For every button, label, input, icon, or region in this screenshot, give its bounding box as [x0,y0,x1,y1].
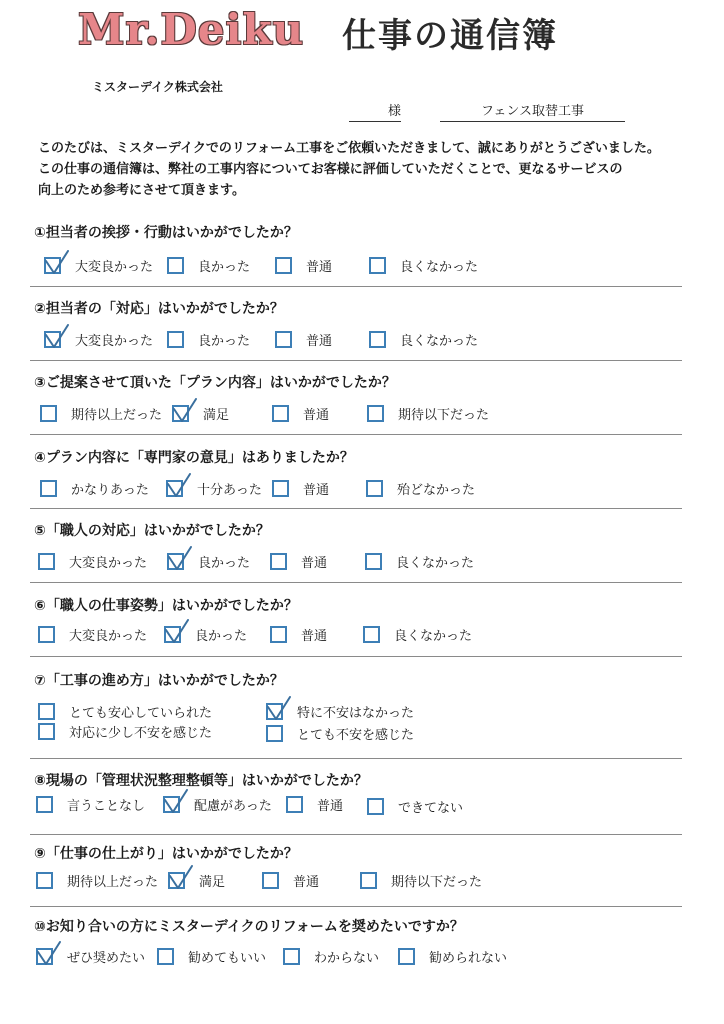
checkbox[interactable] [40,405,57,422]
checkbox[interactable] [262,872,279,889]
section-divider [30,508,682,509]
checkmark-icon [264,695,294,725]
question-7-label: ⑦「工事の進め方」はいかがでしたか？ [34,673,284,689]
checkbox[interactable] [275,331,292,348]
question-2-option-2[interactable] [167,330,250,349]
option-label: 普通 [303,483,330,498]
checkbox[interactable] [398,948,415,965]
checkbox[interactable] [366,480,383,497]
question-3-label: ③ご提案させて頂いた「プラン内容」はいかがでしたか？ [34,375,396,391]
question-2-option-3[interactable] [275,330,332,349]
option-label: 満足 [199,875,226,890]
question-7-option-4[interactable] [266,724,414,743]
question-10-option-2[interactable] [157,947,266,966]
checkbox[interactable] [369,331,386,348]
option-label: 大変良かった [75,334,154,349]
option-label: 良かった [198,556,251,571]
question-8-option-4[interactable] [367,797,463,816]
option-label: 大変良かった [69,629,148,644]
question-4-option-1[interactable] [40,479,149,498]
question-10-option-4[interactable] [398,947,507,966]
option-label: 言うことなし [67,799,146,814]
customer-name-field [349,100,401,122]
option-label: 普通 [293,875,320,890]
checkbox[interactable] [44,257,61,274]
checkmark-icon [166,864,196,894]
intro-text [38,138,678,201]
checkbox[interactable] [38,626,55,643]
option-label: 良くなかった [396,556,475,571]
question-3-option-4[interactable] [367,404,489,423]
checkmark-icon [34,940,64,970]
checkbox[interactable] [266,725,283,742]
checkmark-icon [42,323,72,353]
option-label: 十分あった [197,483,262,498]
option-label: 勧めてもいい [188,951,267,966]
checkbox[interactable] [157,948,174,965]
checkbox[interactable] [266,703,283,720]
checkbox[interactable] [166,480,183,497]
option-label: 良かった [198,334,251,349]
checkbox[interactable] [167,331,184,348]
question-9-option-3[interactable] [262,871,319,890]
checkmark-icon [162,618,192,648]
question-6-option-4[interactable] [363,625,472,644]
section-divider [30,360,682,361]
option-label: 良かった [198,260,251,275]
question-9-label: ⑨「仕事の仕上がり」はいかがでしたか？ [34,846,298,862]
option-label: 普通 [301,556,328,571]
option-label: 満足 [203,408,230,423]
option-label: 良かった [195,629,248,644]
question-3-option-3[interactable] [272,404,329,423]
question-8-label: ⑧現場の「管理状況整理整頓等」はいかがでしたか？ [34,773,368,789]
checkbox[interactable] [168,872,185,889]
question-4-option-4[interactable] [366,479,475,498]
checkbox[interactable] [167,257,184,274]
checkbox[interactable] [172,405,189,422]
checkbox[interactable] [36,796,53,813]
document-title: 仕事の通信簿 [342,16,558,56]
section-divider [30,906,682,907]
question-8-option-1[interactable] [36,795,145,814]
option-label: 期待以下だった [398,408,490,423]
customer-suffix: 様 [387,104,401,119]
checkbox[interactable] [272,480,289,497]
option-label: 期待以上だった [71,408,163,423]
question-10-option-3[interactable] [283,947,379,966]
work-name: フェンス取替工事 [481,104,584,119]
option-label: できてない [398,801,464,816]
checkbox[interactable] [369,257,386,274]
question-9-option-4[interactable] [360,871,482,890]
checkbox[interactable] [167,553,184,570]
option-label: 良くなかった [394,629,473,644]
checkbox[interactable] [38,723,55,740]
section-divider [30,656,682,657]
question-10-label: ⑩お知り合いの方にミスターデイクのリフォームを奨めたいですか？ [34,919,464,935]
company-logo: Mr.Deiku [78,5,305,54]
question-8-option-3[interactable] [286,795,343,814]
question-5-option-4[interactable] [365,552,474,571]
question-2-label: ②担当者の「対応」はいかがでしたか？ [34,301,284,317]
option-label: 大変良かった [75,260,154,275]
question-9-option-1[interactable] [36,871,158,890]
question-4-option-2[interactable] [166,479,262,498]
option-label: とても安心していられた [69,706,213,721]
option-label: 期待以下だった [391,875,483,890]
question-4-option-3[interactable] [272,479,329,498]
checkmark-icon [42,249,72,279]
question-4-label: ④プラン内容に「専門家の意見」はありましたか？ [34,450,354,466]
option-label: 普通 [301,629,328,644]
option-label: 普通 [306,334,333,349]
section-divider [30,834,682,835]
company-name: ミスターデイク株式会社 [92,80,223,94]
question-5-option-2[interactable] [167,552,250,571]
question-1-option-1[interactable] [44,256,153,275]
checkbox[interactable] [272,405,289,422]
option-label: とても不安を感じた [297,728,415,743]
question-8-option-2[interactable] [163,795,272,814]
checkmark-icon [170,397,200,427]
checkmark-icon [165,545,195,575]
checkbox[interactable] [360,872,377,889]
checkbox[interactable] [270,553,287,570]
checkbox[interactable] [275,257,292,274]
intro-line-3: 向上のため参考にさせて頂きます。 [38,183,245,198]
intro-line-2: この仕事の通信簿は、弊社の工事内容についてお客様に評価していただくことで、更なるサービスの [38,162,623,177]
question-6-label: ⑥「職人の仕事姿勢」はいかがでしたか？ [34,598,298,614]
intro-line-1: このたびは、ミスターデイクでのリフォーム工事をご依頼いただきまして、誠にありがとうございました。 [38,141,660,156]
option-label: 普通 [303,408,330,423]
work-name-field [440,100,625,122]
option-label: 大変良かった [69,556,148,571]
checkbox[interactable] [164,626,181,643]
section-divider [30,286,682,287]
option-label: わからない [314,951,380,966]
checkmark-icon [161,788,191,818]
question-5-option-3[interactable] [270,552,327,571]
checkmark-icon [164,472,194,502]
question-2-option-1[interactable] [44,330,153,349]
option-label: 対応に少し不安を感じた [69,726,213,741]
checkbox[interactable] [365,553,382,570]
checkbox[interactable] [36,872,53,889]
section-divider [30,582,682,583]
question-6-option-1[interactable] [38,625,147,644]
question-1-option-2[interactable] [167,256,250,275]
question-6-option-2[interactable] [164,625,247,644]
question-1-option-3[interactable] [275,256,332,275]
question-5-option-1[interactable] [38,552,147,571]
option-label: 良くなかった [400,334,479,349]
question-2-option-4[interactable] [369,330,478,349]
option-label: かなりあった [71,483,149,498]
checkbox[interactable] [163,796,180,813]
checkbox[interactable] [40,480,57,497]
option-label: 配慮があった [194,799,272,814]
option-label: 勧められない [429,951,508,966]
question-7-option-3[interactable] [38,722,212,741]
question-3-option-2[interactable] [172,404,229,423]
checkbox[interactable] [44,331,61,348]
checkbox[interactable] [283,948,300,965]
section-divider [30,758,682,759]
question-1-label: ①担当者の挨拶・行動はいかがでしたか？ [34,225,298,241]
question-1-option-4[interactable] [369,256,478,275]
question-10-option-1[interactable] [36,947,145,966]
option-label: 特に不安はなかった [297,706,415,721]
question-7-option-1[interactable] [38,702,212,721]
question-9-option-2[interactable] [168,871,225,890]
checkbox[interactable] [36,948,53,965]
option-label: 期待以上だった [67,875,159,890]
checkbox[interactable] [38,553,55,570]
checkbox[interactable] [363,626,380,643]
section-divider [30,434,682,435]
option-label: ぜひ奨めたい [67,951,146,966]
option-label: 良くなかった [400,260,479,275]
question-6-option-3[interactable] [270,625,327,644]
checkbox[interactable] [38,703,55,720]
question-5-label: ⑤「職人の対応」はいかがでしたか？ [34,523,270,539]
option-label: 普通 [306,260,333,275]
question-3-option-1[interactable] [40,404,162,423]
checkbox[interactable] [367,798,384,815]
checkbox[interactable] [270,626,287,643]
option-label: 殆どなかった [397,483,476,498]
checkbox[interactable] [286,796,303,813]
checkbox[interactable] [367,405,384,422]
option-label: 普通 [317,799,344,814]
question-7-option-2[interactable] [266,702,414,721]
